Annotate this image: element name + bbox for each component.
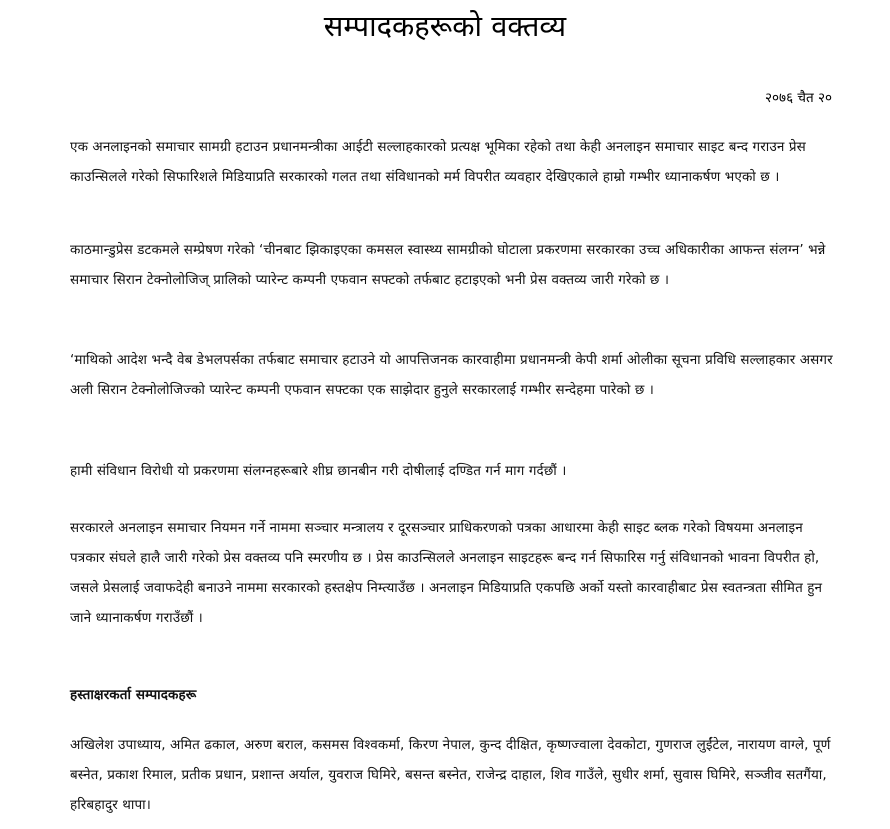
paragraph-4: हामी संविधान विरोधी यो प्रकरणमा संलग्नहरूबारे शीघ्र छानबीन गरी दोषीलाई दण्डित गर्न माग गर्दछौं । bbox=[70, 463, 567, 479]
paragraph-2: काठमान्डुप्रेस डटकमले सम्प्रेषण गरेको ‘चीनबाट झिकाइएका कमसल स्वास्थ्य सामग्रीको घोटाला प्रकरणमा सरकारका उच्च अधिकारीका आफन्त संलग्न’ भन्ने समाचार सिरान टेक्नोलोजिज् प्रालिको प्यारेन्ट कम्पनी एफवान सफ्टको तर्फबाट हटाइएको भनी प्रेस वक्तव्य जारी गरेको छ । bbox=[70, 242, 826, 288]
document-date: २०७६ चैत २० bbox=[765, 90, 832, 106]
paragraph-5: सरकारले अनलाइन समाचार नियमन गर्ने नाममा सञ्चार मन्त्रालय र दूरसञ्चार प्राधिकरणको पत्रका आधारमा केही साइट ब्लक गरेको विषयमा अनलाइन पत्रकार संघले हालै जारी गरेको प्रेस वक्तव्य पनि स्मरणीय छ । प्रेस काउन्सिलले अनलाइन साइटहरू बन्द गर्न सिफारिस गर्नु संविधानको भावना विपरीत हो, जसले प्रेसलाई जवाफदेही बनाउने नाममा सरकारको हस्तक्षेप निम्त्याउँछ । अनलाइन मिडियाप्रति एकपछि अर्को यस्तो कारवाहीबाट प्रेस स्वतन्त्रता सीमित हुन जाने ध्यानाकर्षण गराउँछौं । bbox=[70, 520, 823, 626]
signers-heading: हस्ताक्षरकर्ता सम्पादकहरू bbox=[70, 687, 197, 703]
document-title: सम्पादकहरूको वक्तव्य bbox=[323, 9, 567, 43]
signers-list: अखिलेश उपाध्याय, अमित ढकाल, अरुण बराल, कसमस विश्वकर्मा, किरण नेपाल, कुन्द दीक्षित, कृष्णज्वाला देवकोटा, गुणराज लुईंटेल, नारायण वाग्ले, पूर्ण बस्नेत, प्रकाश रिमाल, प्रतीक प्रधान, प्रशान्त अर्याल, युवराज घिमिरे, बसन्त बस्नेत, राजेन्द्र दाहाल, शिव गाउँले, सुधीर शर्मा, सुवास घिमिरे, सञ्जीव सतगैंया, हरिबहादुर थापा। bbox=[70, 737, 831, 813]
paragraph-1: एक अनलाइनको समाचार सामग्री हटाउन प्रधानमन्त्रीका आईटी सल्लाहकारको प्रत्यक्ष भूमिका रहेको तथा केही अनलाइन समाचार साइट बन्द गराउन प्रेस काउन्सिलले गरेको सिफारिशले मिडियाप्रति सरकारको गलत तथा संविधानको मर्म विपरीत व्यवहार देखिएकाले हाम्रो गम्भीर ध्यानाकर्षण भएको छ । bbox=[70, 139, 806, 185]
paragraph-3: ‘माथिको आदेश भन्दै वेब डेभलपर्सका तर्फबाट समाचार हटाउने यो आपत्तिजनक कारवाहीमा प्रधानमन्त्री केपी शर्मा ओलीका सूचना प्रविधि सल्लाहकार असगर अली सिरान टेक्नोलोजिज्को प्यारेन्ट कम्पनी एफवान सफ्टका एक साझेदार हुनुले सरकारलाई गम्भीर सन्देहमा पारेको छ । bbox=[70, 352, 833, 398]
